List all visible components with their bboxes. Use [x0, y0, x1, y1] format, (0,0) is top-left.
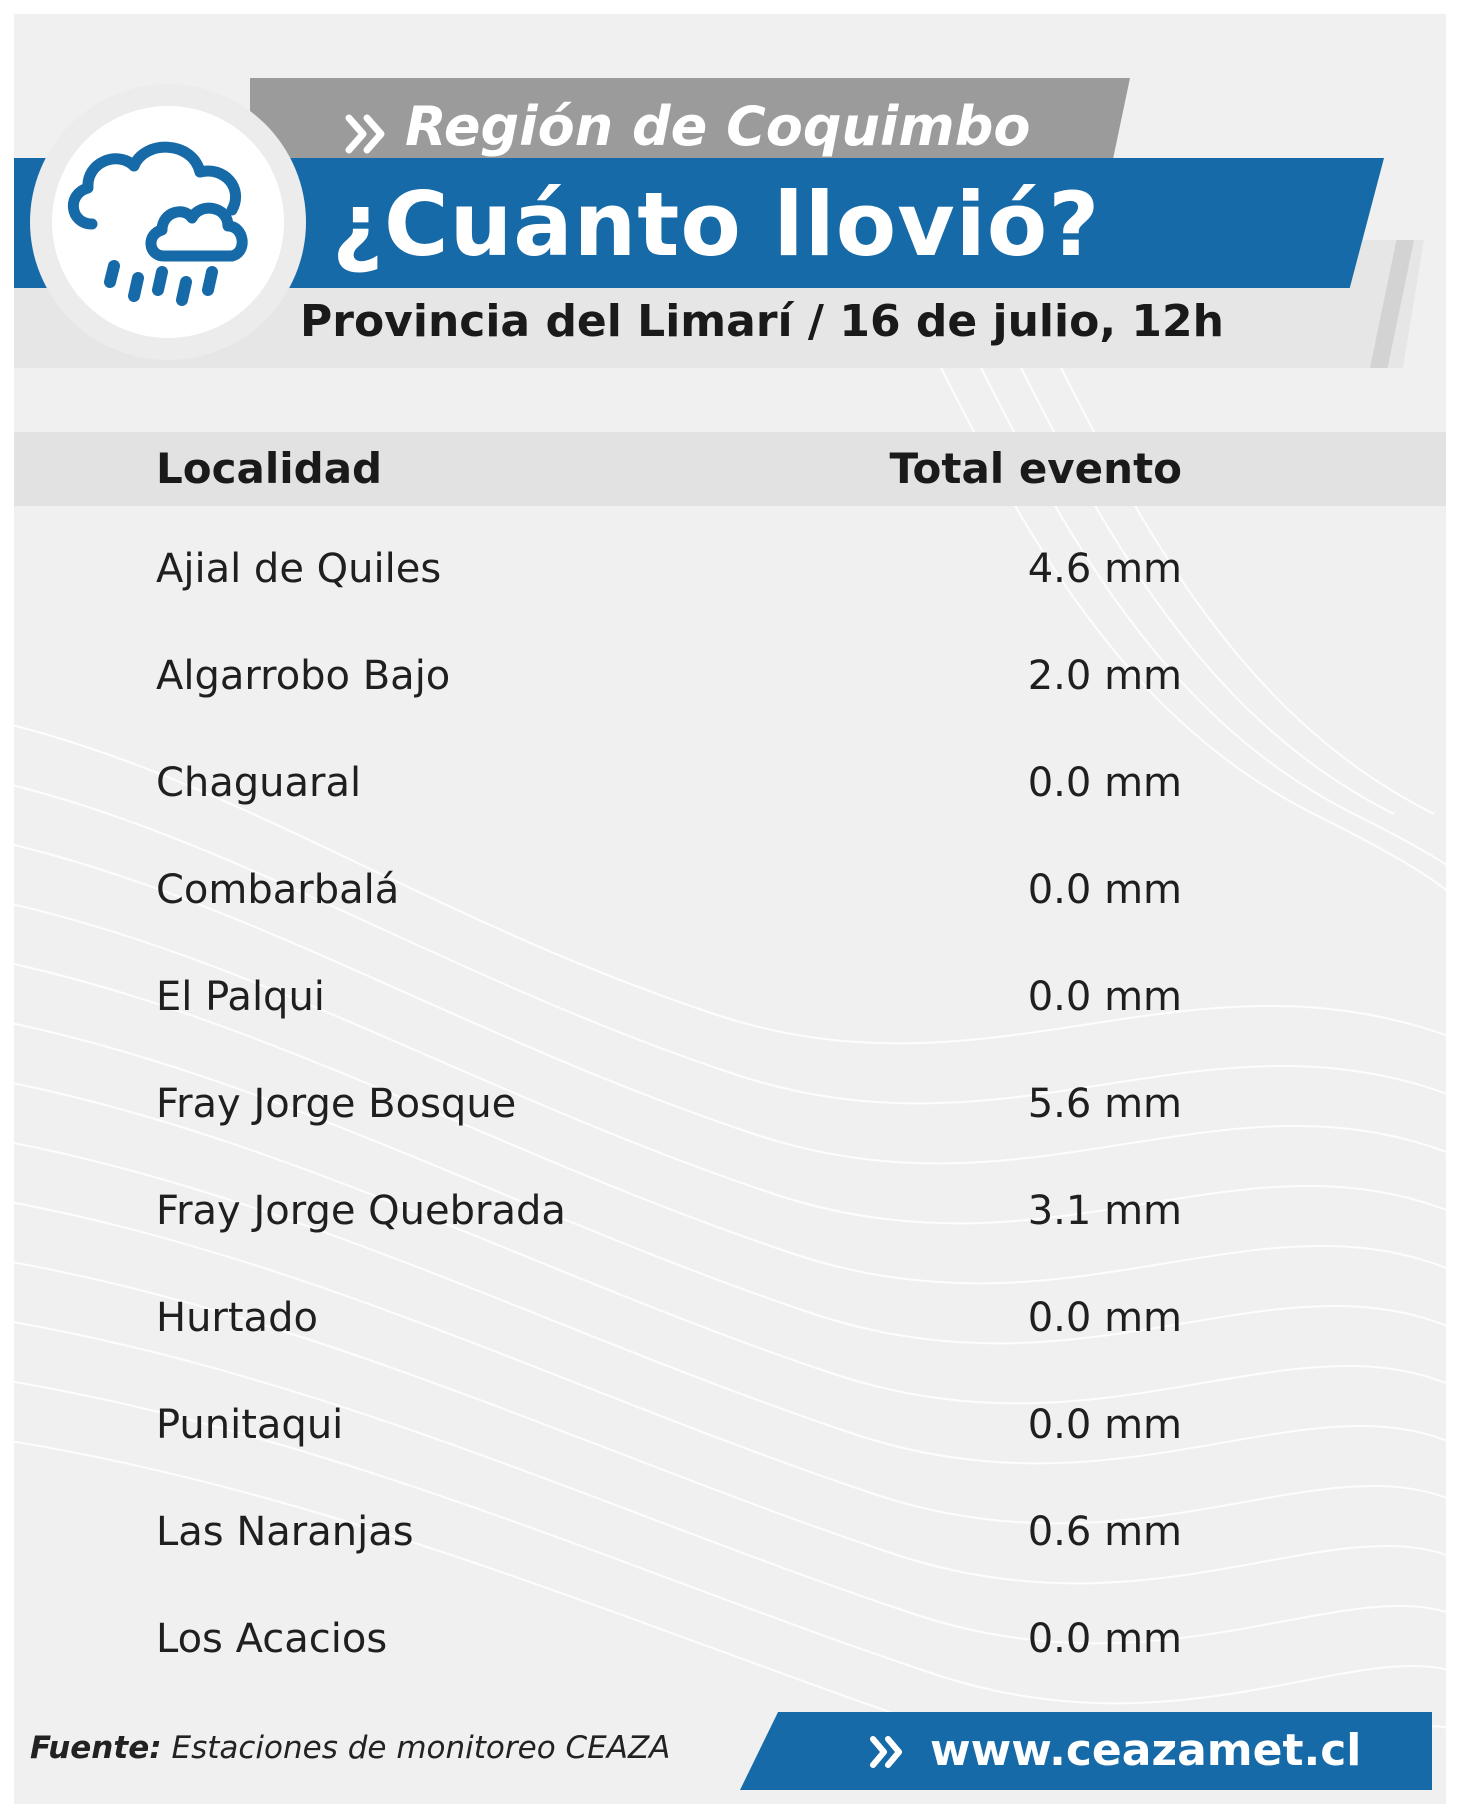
locality-name: Los Acacios	[156, 1616, 388, 1662]
rain-total: 0.6 mm	[1027, 1509, 1182, 1555]
locality-name: Fray Jorge Quebrada	[156, 1188, 566, 1234]
table-row	[14, 1594, 1446, 1701]
locality-name: Las Naranjas	[156, 1509, 414, 1555]
table-row	[14, 524, 1446, 631]
rain-total: 0.0 mm	[1027, 1295, 1182, 1341]
logo	[30, 84, 306, 360]
rain-total: 4.6 mm	[1027, 546, 1182, 592]
table-row	[14, 1487, 1446, 1594]
locality-name: Fray Jorge Bosque	[156, 1081, 517, 1127]
double-chevron-right-icon	[870, 1734, 906, 1770]
rain-total: 0.0 mm	[1027, 1402, 1182, 1448]
table-row	[14, 738, 1446, 845]
locality-name: Chaguaral	[156, 760, 362, 806]
table-row	[14, 952, 1446, 1059]
rainfall-table	[14, 524, 1446, 1701]
table-row	[14, 1166, 1446, 1273]
rain-total: 3.1 mm	[1027, 1188, 1182, 1234]
locality-name: El Palqui	[156, 974, 325, 1020]
region-title: Región de Coquimbo	[405, 95, 1031, 158]
locality-name: Hurtado	[156, 1295, 318, 1341]
table-row	[14, 845, 1446, 952]
table-row	[14, 1273, 1446, 1380]
page-title: ¿Cuánto llovió?	[332, 173, 1101, 276]
double-chevron-right-icon	[345, 112, 389, 156]
rain-total: 0.0 mm	[1027, 867, 1182, 913]
column-header-locality: Localidad	[156, 444, 383, 493]
table-row	[14, 1059, 1446, 1166]
rain-total: 2.0 mm	[1027, 653, 1182, 699]
locality-name: Algarrobo Bajo	[156, 653, 451, 699]
page-subtitle: Provincia del Limarí / 16 de julio, 12h	[300, 296, 1224, 347]
rain-total: 0.0 mm	[1027, 1616, 1182, 1662]
locality-name: Combarbalá	[156, 867, 400, 913]
table-row	[14, 1380, 1446, 1487]
locality-name: Ajial de Quiles	[156, 546, 442, 592]
website-link[interactable]: www.ceazamet.cl	[930, 1725, 1362, 1776]
source-text: Estaciones de monitoreo CEAZA	[171, 1730, 671, 1766]
locality-name: Punitaqui	[156, 1402, 344, 1448]
source-attribution	[30, 1718, 670, 1778]
rain-total: 5.6 mm	[1027, 1081, 1182, 1127]
table-row	[14, 631, 1446, 738]
table-header	[14, 432, 1446, 506]
source-label: Fuente:	[30, 1730, 162, 1766]
rain-total: 0.0 mm	[1027, 760, 1182, 806]
rain-cloud-icon	[52, 106, 284, 338]
rain-total: 0.0 mm	[1027, 974, 1182, 1020]
column-header-total: Total evento	[889, 444, 1182, 493]
